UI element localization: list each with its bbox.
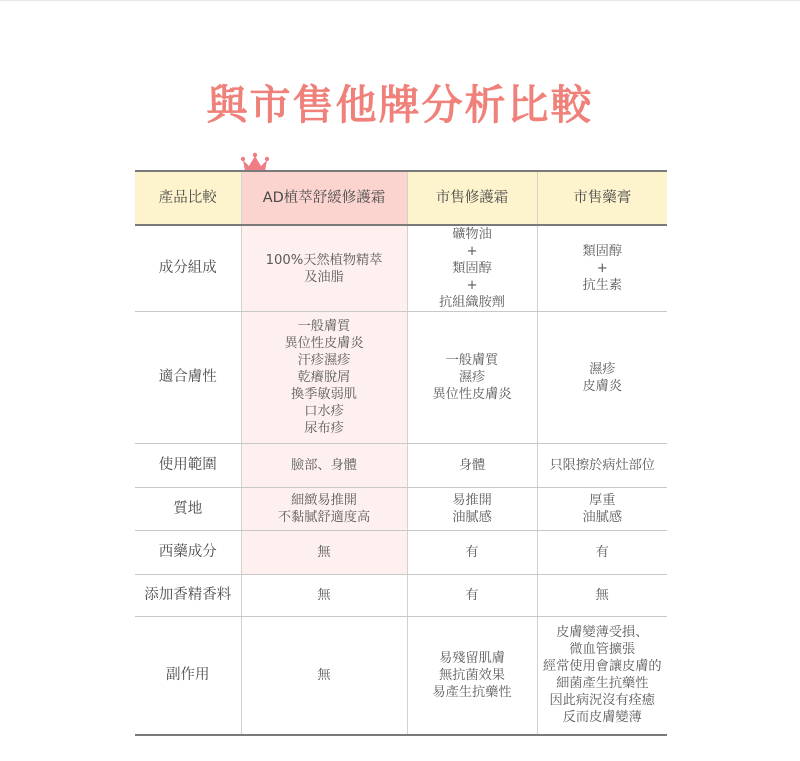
cell-market-ointment (537, 617, 667, 735)
row-label: 添加香精香料 (135, 575, 241, 617)
cell-market-cream (407, 488, 537, 531)
cell-line: 因此病況沒有痊癒 (549, 693, 655, 709)
cell-market-ointment (537, 312, 667, 444)
row-label: 質地 (135, 488, 241, 531)
cell-ad-cream (241, 575, 407, 617)
cell-line: 異位性皮膚炎 (284, 336, 364, 351)
cell-line: 厚重 (589, 493, 616, 508)
cell-market-ointment (537, 444, 667, 488)
row-label: 副作用 (135, 617, 241, 735)
cell-ad-cream (241, 617, 407, 735)
comparison-table (135, 170, 667, 736)
cell-line: 有 (465, 588, 479, 603)
table-row-texture (135, 488, 667, 531)
cell-line: + (466, 278, 478, 293)
cell-line: 有 (465, 545, 479, 560)
cell-market-cream (407, 531, 537, 575)
table-row-fragrance (135, 575, 667, 617)
cell-line: 無抗菌效果 (439, 667, 505, 683)
cell-line: 一般膚質 (297, 319, 351, 334)
cell-line: 易產生抗藥性 (432, 684, 512, 700)
header-ad-cream: AD植萃舒緩修護霜 (241, 171, 407, 225)
cell-line: 換季敏弱肌 (291, 387, 357, 402)
cell-line: 細緻易推開 (291, 493, 357, 508)
cell-line: 無 (317, 545, 331, 560)
cell-market-ointment (537, 488, 667, 531)
cell-line: 礦物油 (452, 227, 492, 242)
table-row-western-medicine (135, 531, 667, 575)
cell-line: 微血管擴張 (569, 642, 636, 658)
table-row-side-effects (135, 617, 667, 735)
cell-line: + (466, 244, 478, 259)
cell-line: 皮膚變薄受損、 (556, 625, 649, 641)
cell-line: 汗疹濕疹 (297, 353, 351, 368)
header-market-ointment: 市售藥膏 (537, 171, 667, 225)
cell-line: 濕疹 (589, 361, 616, 377)
cell-line: 臉部、身體 (291, 458, 357, 473)
cell-market-ointment (537, 531, 667, 575)
cell-ad-cream (241, 444, 407, 488)
top-divider (0, 0, 800, 1)
cell-market-cream (407, 575, 537, 617)
cell-line: 身體 (458, 458, 486, 473)
cell-market-cream (407, 444, 537, 488)
cell-ad-cream (241, 312, 407, 444)
cell-line: 皮膚炎 (582, 378, 623, 394)
cell-line: + (596, 261, 608, 276)
cell-market-cream (407, 225, 537, 312)
cell-ad-cream (241, 488, 407, 531)
cell-ad-cream (241, 225, 407, 312)
cell-line: 油膩感 (582, 510, 623, 525)
cell-line: 無 (317, 667, 331, 683)
cell-line: 濕疹 (458, 370, 486, 385)
cell-line: 油膩感 (452, 510, 492, 525)
row-label: 使用範圍 (135, 444, 241, 488)
cell-line: 有 (595, 545, 609, 560)
page-title: 與市售他牌分析比較 (206, 81, 594, 129)
cell-line: 易推開 (452, 493, 492, 508)
cell-line: 及油脂 (304, 269, 344, 285)
cell-line: 類固醇 (582, 244, 623, 259)
table-row-usage-area (135, 444, 667, 488)
cell-line: 100%天然植物精萃 (265, 252, 383, 268)
cell-line: 只限擦於病灶部位 (549, 458, 655, 473)
cell-line: 類固醇 (452, 261, 492, 276)
cell-market-cream (407, 617, 537, 735)
cell-line: 細菌產生抗藥性 (556, 676, 649, 692)
cell-line: 尿布疹 (304, 421, 344, 436)
table-header-row (135, 171, 667, 225)
cell-line: 口水疹 (304, 404, 344, 419)
header-product-compare: 產品比較 (135, 171, 241, 225)
cell-market-cream (407, 312, 537, 444)
cell-line: 不黏膩舒適度高 (277, 510, 371, 525)
header-market-cream: 市售修護霜 (407, 171, 537, 225)
row-label: 適合膚性 (135, 312, 241, 444)
cell-line: 抗組織胺劑 (439, 295, 505, 310)
cell-line: 無 (317, 588, 331, 603)
row-label: 成分組成 (135, 225, 241, 312)
row-label: 西藥成分 (135, 531, 241, 575)
table-row-skin-type (135, 312, 667, 444)
cell-market-ointment (537, 225, 667, 312)
cell-line: 抗生素 (582, 278, 623, 293)
table-row-ingredients (135, 225, 667, 312)
cell-ad-cream (241, 531, 407, 575)
cell-line: 一般膚質 (445, 353, 499, 368)
cell-line: 異位性皮膚炎 (432, 387, 512, 402)
cell-market-ointment (537, 575, 667, 617)
cell-line: 乾癢脫屑 (297, 370, 351, 385)
cell-line: 經常使用會讓皮膚的 (542, 659, 662, 675)
cell-line: 無 (595, 588, 609, 603)
cell-line: 易殘留肌膚 (439, 650, 505, 666)
cell-line: 反而皮膚變薄 (562, 710, 642, 726)
